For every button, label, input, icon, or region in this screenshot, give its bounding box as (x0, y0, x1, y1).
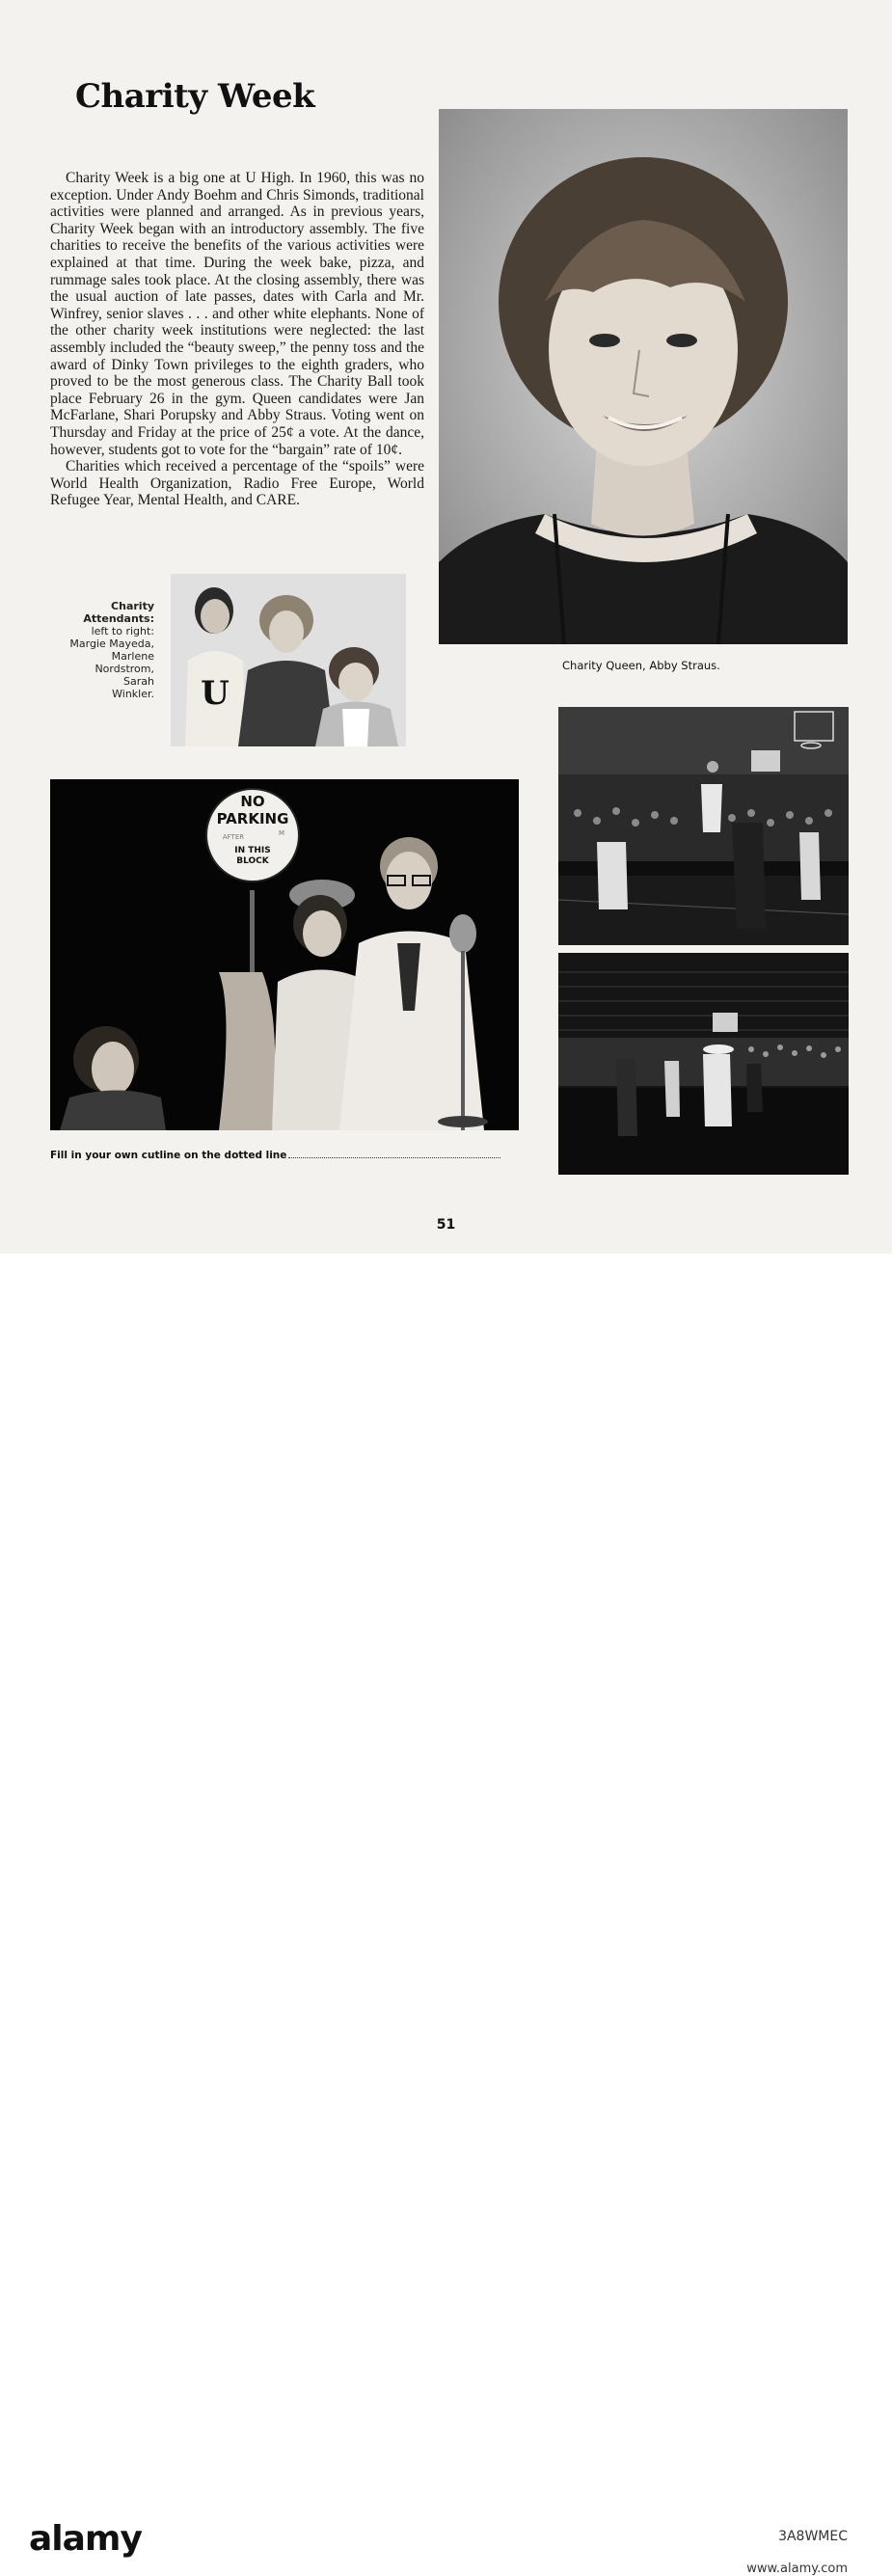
cutline-text: Fill in your own cutline on the dotted line (50, 1150, 287, 1161)
yearbook-page (0, 0, 892, 1254)
watermark-image-id: 3A8WMEC (778, 2529, 848, 2544)
attendants-line: Margie Mayeda, (69, 637, 154, 650)
sign-text-block: BLOCK (236, 856, 269, 866)
queen-caption: Charity Queen, Abby Straus. (562, 659, 720, 672)
article-body (50, 170, 424, 509)
attendants-line: Winkler. (112, 688, 154, 700)
cutline-dotted-line (288, 1149, 500, 1158)
sign-text-parking: PARKING (216, 810, 289, 827)
attendants-line: left to right: (91, 625, 154, 637)
sweater-letter: U (201, 674, 230, 713)
sign-text-no: NO (240, 793, 265, 810)
charity-attendants-photo (171, 574, 406, 746)
attendants-line: Sarah (123, 675, 154, 688)
watermark-logo: alamy (29, 2519, 142, 2559)
sign-text-m: M (278, 829, 285, 837)
basketball-game-photo-top (558, 707, 849, 945)
basketball-game-photo-bottom (558, 953, 849, 1175)
article-paragraph-1: Charity Week is a big one at U High. In 1960, this was no exception. Under Andy Boehm and Chris Simonds, traditional activities were planned and arranged. As in previous years, Charity Week began with an introductory assembly. The five charities to receive the benefits of the various activities were explained at that time. During the week bake, pizza, and rummage sales took place. At the closing assembly, there was the usual auction of late passes, dates with Carla and Mr. Winfrey, senior slaves . . . and other white elephants. None of the other charity week institutions were neglected: the last assembly included the “beauty sweep,” the penny toss and the award of Dinky Town privileges to the eighth graders, who proved to be the most generous class. The Charity Ball took place February 26 in the gym. Queen candidates were Jan McFarlane, Shari Porupsky and Abby Straus. Voting went on Thursday and Friday at the price of 25¢ a vote. At the dance, however, students got to vote for the “bargain” rate of 10¢. (50, 170, 424, 458)
charity-queen-photo (439, 109, 848, 644)
attendants-line: Marlene (111, 650, 154, 663)
article-paragraph-2: Charities which received a percentage of the “spoils” were World Health Organization, Radio Free Europe, World Refugee Year, Mental Health, and CARE. (50, 458, 424, 509)
attendants-title: Charity Attendants: (83, 600, 154, 625)
cutline-prompt (50, 1149, 500, 1161)
auction-stage-photo (50, 779, 519, 1130)
attendants-line: Nordstrom, (95, 663, 154, 675)
page-number: 51 (436, 1217, 456, 1233)
sign-text-in-this: IN THIS (234, 846, 271, 855)
watermark-footer (0, 1254, 892, 2576)
watermark-url: www.alamy.com (746, 2562, 848, 2576)
page-title: Charity Week (75, 77, 315, 116)
sign-text-after: AFTER (222, 833, 245, 841)
attendants-caption (48, 600, 154, 700)
